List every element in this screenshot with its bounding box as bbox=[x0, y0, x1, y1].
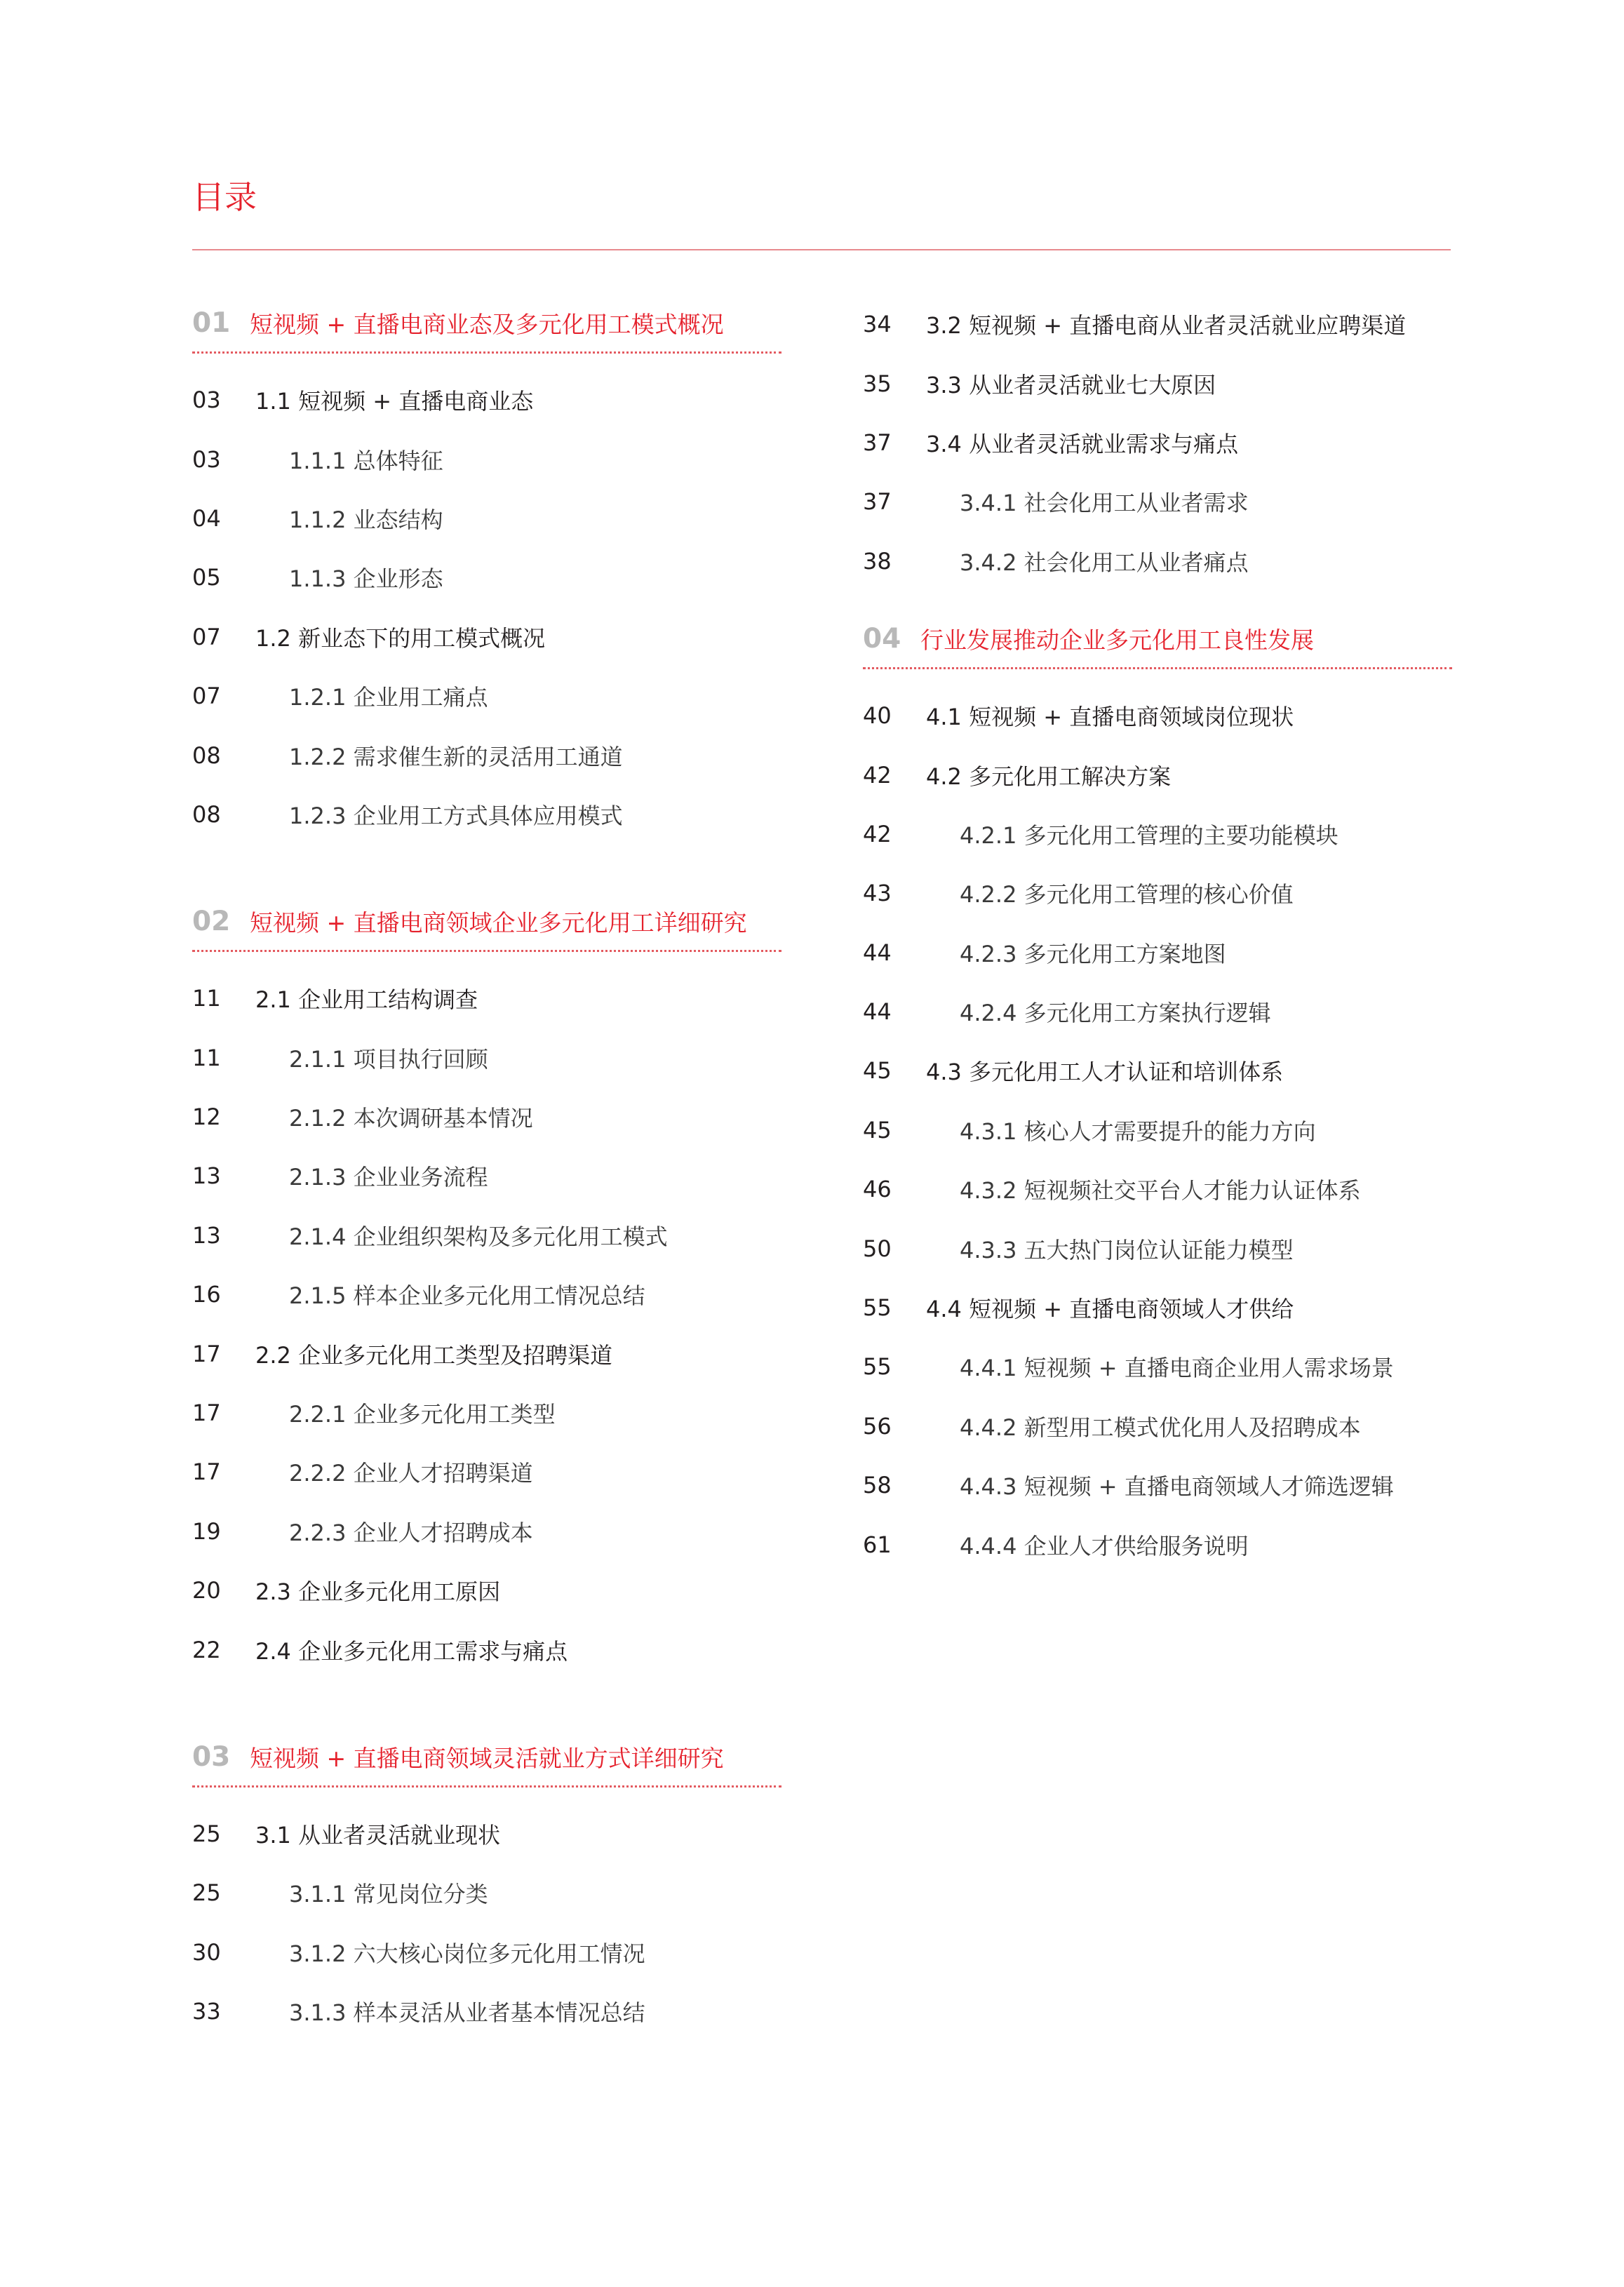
section-header[interactable] bbox=[192, 1729, 781, 1788]
toc-page-number: 19 bbox=[192, 1517, 221, 1545]
toc-entry-title: 3.1.2 六大核心岗位多元化用工情况 bbox=[289, 1940, 645, 1967]
toc-entry[interactable] bbox=[863, 295, 1480, 354]
toc-entry[interactable] bbox=[863, 354, 1480, 413]
toc-entry[interactable] bbox=[863, 1041, 1452, 1100]
section-title: 短视频 + 直播电商业态及多元化用工模式概况 bbox=[250, 311, 724, 338]
toc-entry[interactable] bbox=[192, 608, 781, 666]
section-spacer bbox=[192, 844, 810, 893]
section-number: 02 bbox=[192, 906, 231, 938]
toc-entry-title: 2.2 企业多元化用工类型及招聘渠道 bbox=[255, 1341, 613, 1369]
section-header[interactable] bbox=[192, 295, 781, 354]
toc-page-number: 50 bbox=[863, 1235, 892, 1262]
toc-entry[interactable] bbox=[192, 1146, 781, 1205]
toc-page-number: 44 bbox=[863, 939, 892, 966]
toc-section bbox=[863, 610, 1452, 1574]
toc-page-number: 45 bbox=[863, 1116, 892, 1144]
toc-page-number: 42 bbox=[863, 761, 892, 789]
toc-entry-title: 2.2.2 企业人才招聘渠道 bbox=[289, 1460, 533, 1487]
toc-entry[interactable] bbox=[192, 548, 781, 607]
toc-page-number: 11 bbox=[192, 985, 221, 1012]
toc-page-number: 25 bbox=[192, 1879, 221, 1907]
toc-entry-title: 4.3.1 核心人才需要提升的能力方向 bbox=[960, 1118, 1316, 1145]
toc-entry[interactable] bbox=[192, 1804, 781, 1863]
toc-entry[interactable] bbox=[192, 725, 781, 784]
toc-entry-title: 4.3.3 五大热门岗位认证能力模型 bbox=[960, 1236, 1294, 1263]
toc-entry[interactable] bbox=[863, 413, 1480, 472]
toc-entry-title: 2.1.2 本次调研基本情况 bbox=[289, 1105, 533, 1132]
toc-page-number: 37 bbox=[863, 429, 892, 456]
toc-entry-title: 3.1.3 样本灵活从业者基本情况总结 bbox=[289, 1999, 645, 2027]
toc-entry[interactable] bbox=[192, 1383, 781, 1442]
toc-page-number: 03 bbox=[192, 387, 221, 414]
toc-entry[interactable] bbox=[863, 1397, 1452, 1456]
toc-page-number: 04 bbox=[192, 504, 221, 532]
toc-entry[interactable] bbox=[192, 1620, 781, 1679]
toc-page-number: 55 bbox=[863, 1353, 892, 1381]
toc-entry-title: 3.1.1 常见岗位分类 bbox=[289, 1881, 488, 1908]
toc-left-column bbox=[192, 295, 810, 2041]
toc-page-number: 16 bbox=[192, 1281, 221, 1308]
section-title: 行业发展推动企业多元化用工良性发展 bbox=[920, 626, 1314, 654]
toc-entry[interactable] bbox=[192, 489, 781, 548]
toc-entry-title: 4.4 短视频 + 直播电商领域人才供给 bbox=[926, 1296, 1294, 1323]
toc-entry-title: 1.1.3 企业形态 bbox=[289, 565, 443, 593]
toc-entry[interactable] bbox=[863, 1219, 1452, 1277]
toc-page-number: 34 bbox=[863, 311, 892, 338]
toc-entry[interactable] bbox=[863, 1278, 1452, 1337]
toc-entry-title: 4.2 多元化用工解决方案 bbox=[926, 763, 1172, 790]
toc-entry[interactable] bbox=[192, 370, 781, 429]
section-title: 短视频 + 直播电商领域企业多元化用工详细研究 bbox=[250, 909, 747, 937]
toc-entry[interactable] bbox=[192, 1087, 781, 1146]
toc-section bbox=[192, 893, 781, 1679]
toc-page-number: 46 bbox=[863, 1176, 892, 1203]
toc-entry[interactable] bbox=[192, 1206, 781, 1265]
toc-entry[interactable] bbox=[863, 982, 1452, 1041]
toc-page-number: 45 bbox=[863, 1057, 892, 1085]
toc-entry[interactable] bbox=[863, 923, 1452, 982]
toc-entry-title: 4.4.1 短视频 + 直播电商企业用人需求场景 bbox=[960, 1355, 1394, 1382]
toc-entry-title: 1.2 新业态下的用工模式概况 bbox=[255, 624, 546, 652]
toc-entry-title: 4.4.4 企业人才供给服务说明 bbox=[960, 1532, 1249, 1560]
toc-page-number: 38 bbox=[863, 547, 892, 575]
toc-entry[interactable] bbox=[192, 1028, 781, 1087]
toc-entry-title: 2.1.5 样本企业多元化用工情况总结 bbox=[289, 1282, 645, 1310]
toc-page-number: 43 bbox=[863, 880, 892, 907]
toc-page-number: 03 bbox=[192, 445, 221, 473]
toc-page-number: 08 bbox=[192, 800, 221, 828]
toc-entry-title: 2.3 企业多元化用工原因 bbox=[255, 1578, 501, 1606]
section-spacer bbox=[192, 1679, 810, 1729]
toc-page-number: 42 bbox=[863, 820, 892, 847]
toc-page-number: 40 bbox=[863, 702, 892, 730]
toc-section bbox=[192, 1729, 781, 2041]
toc-entry-title: 4.2.1 多元化用工管理的主要功能模块 bbox=[960, 821, 1338, 849]
toc-page-number: 22 bbox=[192, 1636, 221, 1663]
toc-entry[interactable] bbox=[192, 666, 781, 725]
toc-right-column bbox=[863, 295, 1480, 1574]
toc-page-number: 13 bbox=[192, 1162, 221, 1190]
toc-entry-title: 4.3.2 短视频社交平台人才能力认证体系 bbox=[960, 1177, 1361, 1205]
toc-entry-title: 4.2.2 多元化用工管理的核心价值 bbox=[960, 881, 1294, 908]
toc-entry-title: 2.1 企业用工结构调查 bbox=[255, 986, 478, 1014]
toc-entry-title: 1.1 短视频 + 直播电商业态 bbox=[255, 388, 534, 415]
toc-entry-title: 2.4 企业多元化用工需求与痛点 bbox=[255, 1637, 568, 1665]
toc-page-number: 37 bbox=[863, 488, 892, 516]
toc-entry[interactable] bbox=[192, 1324, 781, 1383]
toc-entry[interactable] bbox=[863, 805, 1452, 864]
toc-page-number: 56 bbox=[863, 1412, 892, 1440]
toc-page-number: 33 bbox=[192, 1998, 221, 2025]
section-number: 03 bbox=[192, 1741, 231, 1773]
toc-entry-title: 4.1 短视频 + 直播电商领域岗位现状 bbox=[926, 704, 1294, 731]
toc-entry[interactable] bbox=[863, 472, 1480, 531]
toc-page-number: 17 bbox=[192, 1340, 221, 1367]
toc-entry[interactable] bbox=[863, 1456, 1452, 1515]
toc-entry[interactable] bbox=[192, 969, 781, 1028]
toc-page-number: 12 bbox=[192, 1104, 221, 1131]
toc-entry-title: 2.1.3 企业业务流程 bbox=[289, 1164, 488, 1191]
toc-entry-title: 3.1 从业者灵活就业现状 bbox=[255, 1822, 501, 1849]
toc-entry[interactable] bbox=[192, 785, 781, 844]
toc-entry[interactable] bbox=[863, 864, 1452, 923]
toc-entry-title: 2.2.1 企业多元化用工类型 bbox=[289, 1401, 556, 1428]
toc-entry[interactable] bbox=[863, 745, 1452, 804]
toc-page-number: 11 bbox=[192, 1044, 221, 1071]
toc-entry-title: 3.4.2 社会化用工从业者痛点 bbox=[960, 549, 1249, 576]
toc-entry[interactable] bbox=[192, 429, 781, 488]
toc-entry-title: 4.4.2 新型用工模式优化用人及招聘成本 bbox=[960, 1414, 1361, 1441]
toc-entry-title: 2.2.3 企业人才招聘成本 bbox=[289, 1519, 533, 1546]
toc-entry-title: 3.4 从业者灵活就业需求与痛点 bbox=[926, 430, 1239, 457]
toc-entry-title: 3.4.1 社会化用工从业者需求 bbox=[960, 490, 1249, 517]
toc-entry-title: 3.3 从业者灵活就业七大原因 bbox=[926, 371, 1216, 398]
toc-section bbox=[192, 295, 781, 844]
toc-page-number: 20 bbox=[192, 1577, 221, 1604]
toc-page-number: 35 bbox=[863, 370, 892, 397]
toc-page-number: 05 bbox=[192, 564, 221, 591]
toc-page-number: 55 bbox=[863, 1294, 892, 1322]
toc-entry-title: 4.4.3 短视频 + 直播电商领域人才筛选逻辑 bbox=[960, 1473, 1394, 1501]
toc-page-number: 17 bbox=[192, 1458, 221, 1486]
toc-entry[interactable] bbox=[192, 1442, 781, 1501]
toc-entry[interactable] bbox=[863, 686, 1452, 745]
toc-entry-title: 2.1.4 企业组织架构及多元化用工模式 bbox=[289, 1223, 668, 1250]
section-header[interactable] bbox=[863, 610, 1452, 669]
toc-entry[interactable] bbox=[863, 1337, 1452, 1396]
section-spacer bbox=[863, 591, 1480, 610]
toc-entry-title: 1.1.2 业态结构 bbox=[289, 506, 443, 533]
toc-entry[interactable] bbox=[863, 1515, 1452, 1574]
toc-entry[interactable] bbox=[192, 1502, 781, 1561]
toc-entry-title: 1.2.3 企业用工方式具体应用模式 bbox=[289, 802, 623, 829]
toc-entry[interactable] bbox=[863, 1101, 1452, 1160]
toc-entry-title: 4.2.3 多元化用工方案地图 bbox=[960, 940, 1226, 967]
toc-page-number: 61 bbox=[863, 1531, 892, 1558]
toc-page-number: 58 bbox=[863, 1472, 892, 1499]
toc-entry[interactable] bbox=[192, 1863, 781, 1922]
toc-entry-title: 2.1.1 项目执行回顾 bbox=[289, 1045, 488, 1073]
toc-entry[interactable] bbox=[192, 1265, 781, 1324]
section-title: 短视频 + 直播电商领域灵活就业方式详细研究 bbox=[250, 1744, 724, 1772]
toc-page-number: 13 bbox=[192, 1221, 221, 1249]
toc-entry-title: 1.1.1 总体特征 bbox=[289, 447, 443, 474]
section-number: 01 bbox=[192, 307, 231, 339]
toc-page-number: 25 bbox=[192, 1820, 221, 1847]
toc-entry[interactable] bbox=[192, 1923, 781, 1982]
toc-entry-title: 4.2.4 多元化用工方案执行逻辑 bbox=[960, 1000, 1271, 1027]
toc-entry-title: 1.2.1 企业用工痛点 bbox=[289, 684, 488, 711]
toc-page-number: 08 bbox=[192, 742, 221, 769]
toc-entry[interactable] bbox=[192, 1982, 781, 2041]
section-header[interactable] bbox=[192, 893, 781, 952]
toc-entry[interactable] bbox=[863, 1160, 1452, 1219]
page-title: 目录 bbox=[192, 178, 257, 216]
toc-entry[interactable] bbox=[192, 1561, 781, 1620]
title-divider bbox=[192, 249, 1451, 250]
toc-entry-title: 3.2 短视频 + 直播电商从业者灵活就业应聘渠道 bbox=[926, 312, 1407, 340]
toc-entry[interactable] bbox=[863, 532, 1480, 591]
toc-page-number: 07 bbox=[192, 623, 221, 650]
toc-entry-title: 4.3 多元化用工人才认证和培训体系 bbox=[926, 1059, 1284, 1086]
toc-page-number: 07 bbox=[192, 683, 221, 710]
section-number: 04 bbox=[863, 622, 901, 655]
toc-page-number: 30 bbox=[192, 1938, 221, 1966]
toc-entry-title: 1.2.2 需求催生新的灵活用工通道 bbox=[289, 743, 623, 770]
toc-page-number: 44 bbox=[863, 998, 892, 1026]
toc-page-number: 17 bbox=[192, 1400, 221, 1427]
